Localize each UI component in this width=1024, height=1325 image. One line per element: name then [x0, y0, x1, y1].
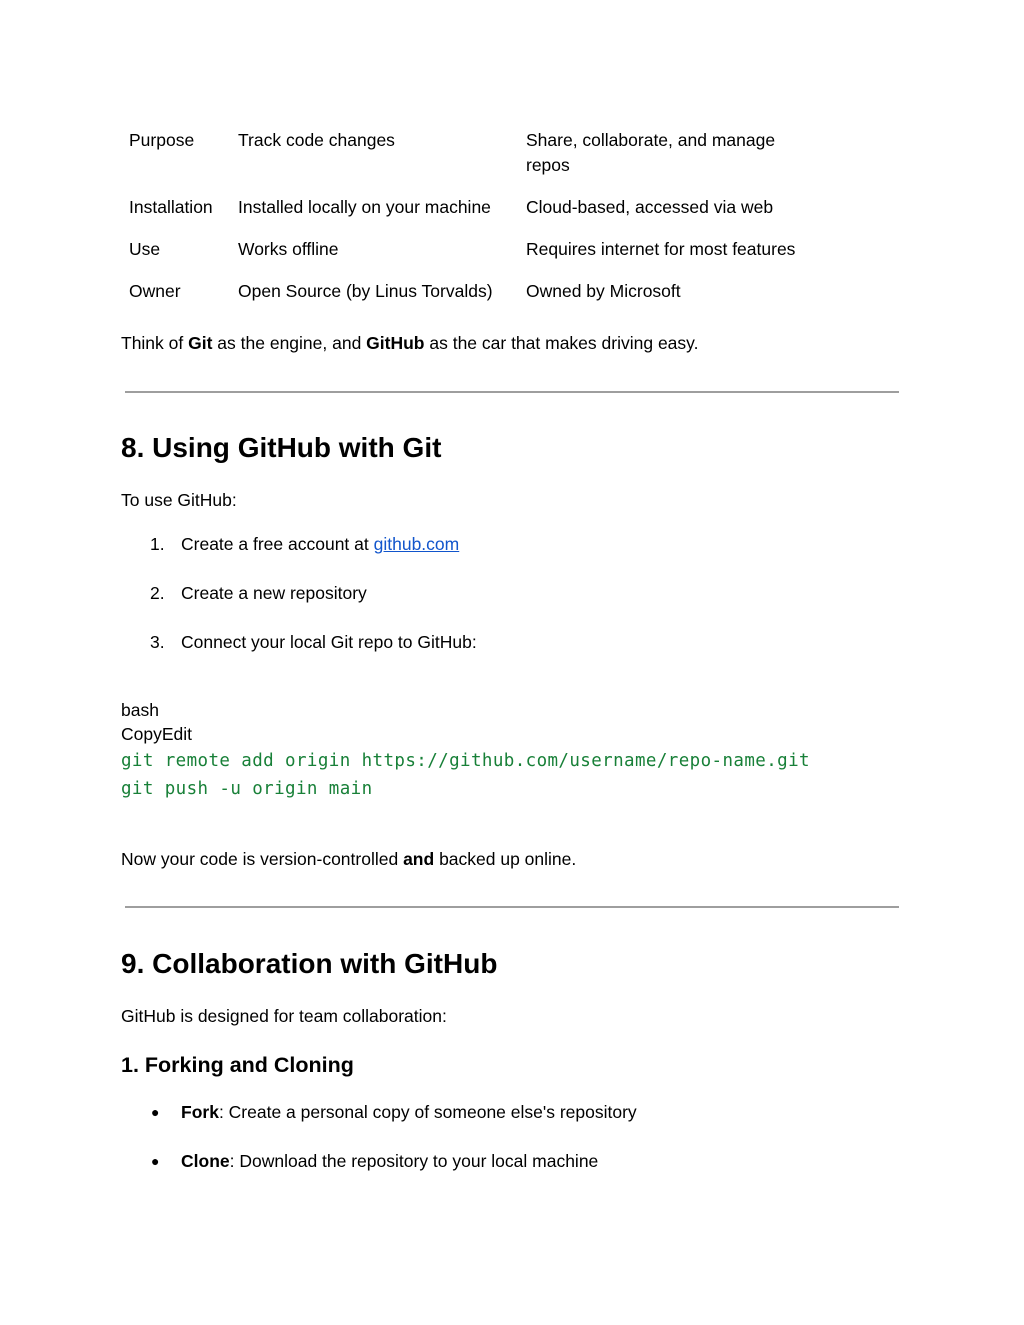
copy-edit-label: CopyEdit	[121, 724, 193, 744]
code-language-label: bash	[121, 700, 159, 720]
table-row	[121, 195, 824, 237]
bullet-desc: : Download the repository to your local machine	[229, 1151, 599, 1171]
table-cell-git: Open Source (by Linus Torvalds)	[238, 281, 493, 301]
table-cell-github: Owned by Microsoft	[526, 281, 681, 301]
section-8-intro: To use GitHub:	[121, 490, 237, 510]
table-cell-label: Owner	[129, 281, 181, 301]
horizontal-rule	[125, 906, 899, 908]
table-cell-github: Requires internet for most features	[526, 239, 796, 259]
analogy-text: as the engine, and	[212, 333, 367, 353]
outro-bold: and	[403, 849, 435, 869]
forking-cloning-subheading: 1. Forking and Cloning	[121, 1053, 354, 1077]
list-item-text	[181, 1149, 598, 1173]
bullet-term: Fork	[181, 1102, 219, 1122]
analogy-text: Think of	[121, 333, 189, 353]
outro-text: Now your code is version-controlled	[121, 849, 404, 869]
horizontal-rule	[125, 391, 899, 393]
analogy-paragraph	[121, 331, 698, 355]
bullet-desc: : Create a personal copy of someone else's repository	[218, 1102, 637, 1122]
section-8-outro	[121, 847, 576, 871]
table-cell-github: Cloud-based, accessed via web	[526, 197, 774, 217]
table-cell-label: Purpose	[129, 130, 195, 150]
github-link[interactable]: github.com	[373, 534, 460, 554]
analogy-text: as the car that makes driving easy.	[424, 333, 699, 353]
list-item-text	[181, 1100, 637, 1124]
table-cell-label: Installation	[129, 197, 213, 217]
list-item-text: Connect your local Git repo to GitHub:	[181, 632, 477, 652]
table-cell-git: Works offline	[238, 239, 339, 259]
step-text: Create a free account at	[181, 534, 374, 554]
table-cell-label: Use	[129, 239, 161, 259]
bullet-term: Clone	[181, 1151, 230, 1171]
git-vs-github-table	[121, 128, 824, 321]
section-8-heading: 8. Using GitHub with Git	[121, 432, 442, 463]
code-line: git push -u origin main	[121, 779, 373, 799]
list-item-text: Create a new repository	[181, 583, 367, 603]
section-9-heading: 9. Collaboration with GitHub	[121, 948, 498, 979]
list-number: 3.	[150, 632, 165, 652]
list-number: 2.	[150, 583, 165, 603]
code-line: git remote add origin https://github.com/username/repo-name.git	[121, 751, 810, 771]
table-cell-github: Share, collaborate, and manage repos	[526, 130, 776, 175]
analogy-github-term: GitHub	[366, 333, 425, 353]
table-cell-git: Installed locally on your machine	[238, 197, 491, 217]
bullet-icon: ●	[151, 1153, 160, 1169]
list-number: 1.	[150, 534, 165, 554]
outro-text: backed up online.	[434, 849, 577, 869]
list-item-text	[181, 532, 459, 556]
section-9-intro: GitHub is designed for team collaboration:	[121, 1006, 447, 1026]
table-row	[121, 279, 824, 321]
table-cell-git: Track code changes	[238, 130, 395, 150]
table-row	[121, 128, 824, 195]
analogy-git-term: Git	[188, 333, 213, 353]
table-row	[121, 237, 824, 279]
bullet-icon: ●	[151, 1104, 160, 1120]
